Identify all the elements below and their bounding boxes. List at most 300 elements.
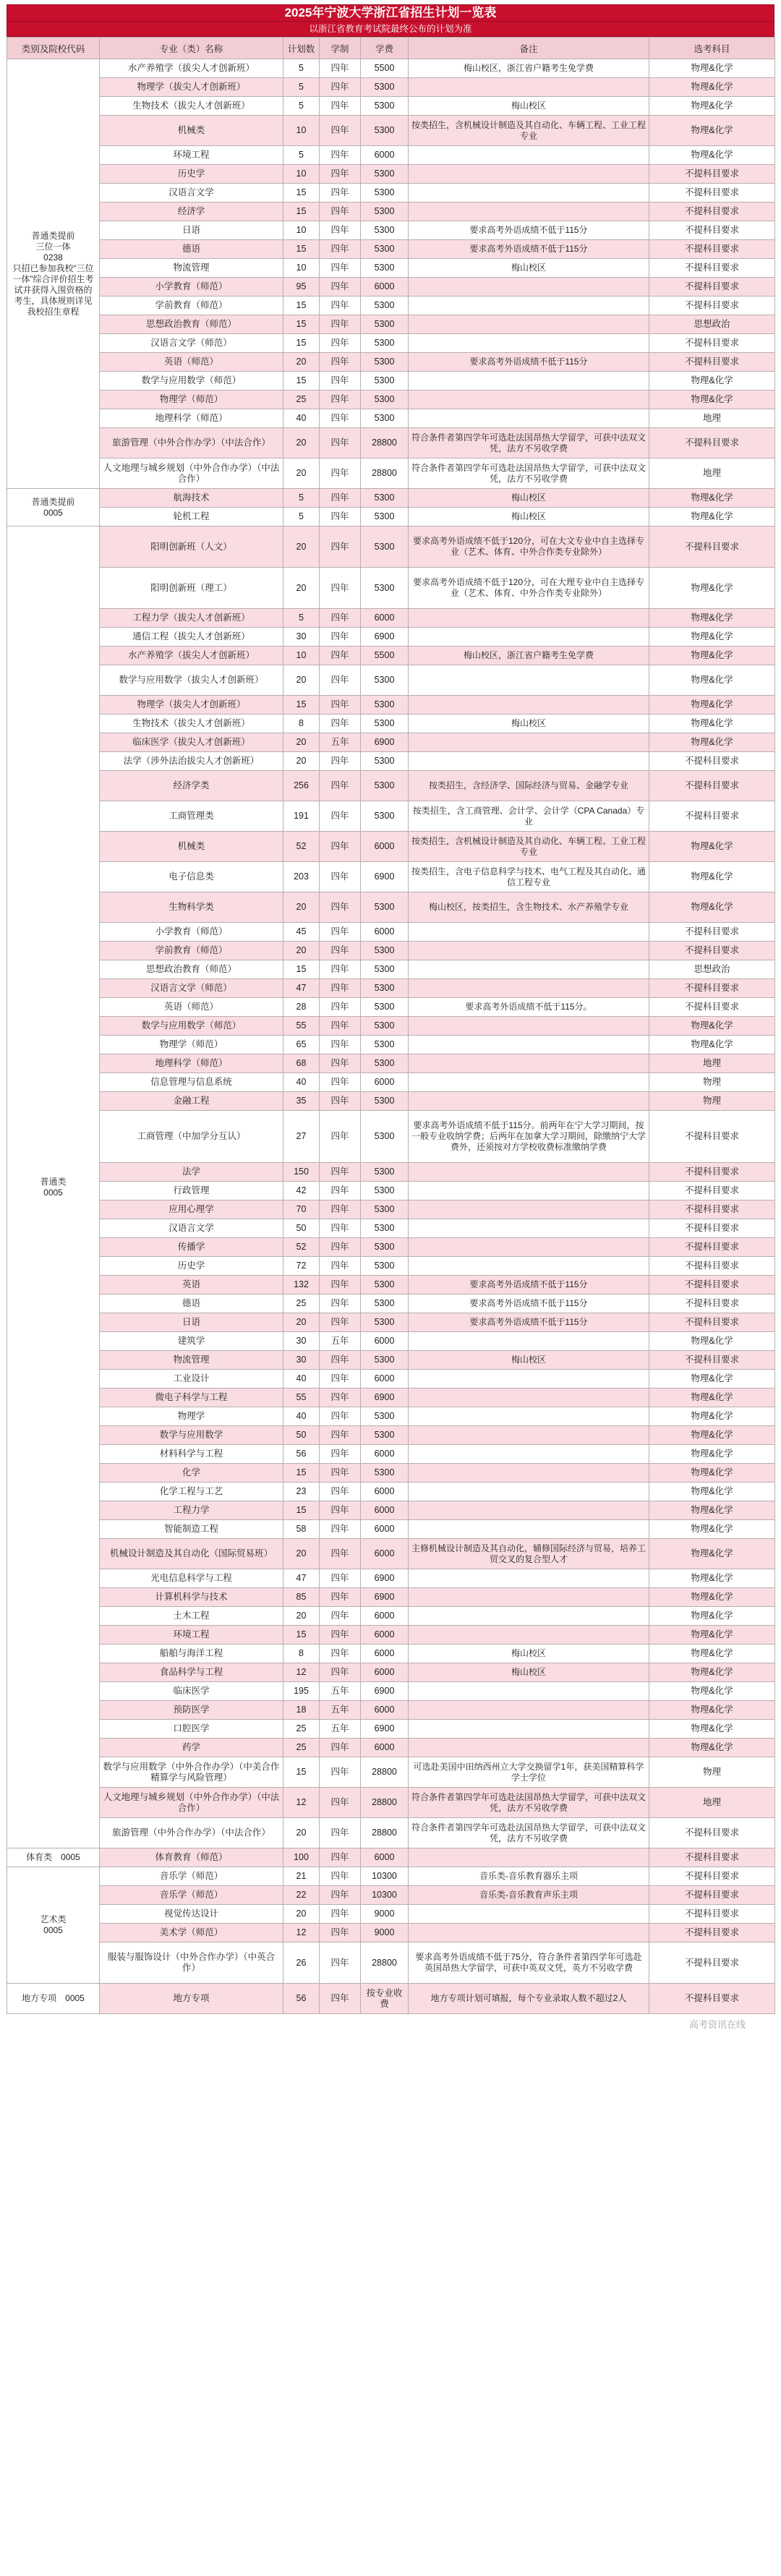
duration-cell: 四年 — [320, 1445, 361, 1464]
tuition-cell: 5300 — [361, 942, 409, 960]
duration-cell: 四年 — [320, 202, 361, 221]
tuition-cell: 6000 — [361, 278, 409, 297]
duration-cell: 四年 — [320, 1867, 361, 1886]
subjects-cell: 不提科目要求 — [649, 752, 775, 771]
major-cell: 传播学 — [100, 1238, 283, 1257]
subjects-cell: 物理&化学 — [649, 1588, 775, 1607]
duration-cell: 四年 — [320, 1626, 361, 1645]
major-cell: 日语 — [100, 221, 283, 240]
major-cell: 法学（涉外法治拔尖人才创新班） — [100, 752, 283, 771]
category-line: 0005 — [43, 1187, 63, 1198]
table-row — [7, 116, 775, 146]
quota-cell: 65 — [283, 1036, 320, 1054]
notes-cell — [409, 278, 649, 297]
quota-cell: 52 — [283, 832, 320, 862]
tuition-cell: 5300 — [361, 1257, 409, 1276]
quota-cell: 95 — [283, 278, 320, 297]
tuition-cell: 28800 — [361, 459, 409, 489]
notes-cell: 按类招生，含电子信息科学与技术、电气工程及其自动化、通信工程专业 — [409, 862, 649, 892]
quota-cell: 20 — [283, 942, 320, 960]
tuition-cell: 5300 — [361, 1426, 409, 1445]
major-cell: 汉语言文学 — [100, 1219, 283, 1238]
tuition-cell: 10300 — [361, 1867, 409, 1886]
quota-cell: 20 — [283, 665, 320, 696]
quota-cell: 8 — [283, 1645, 320, 1663]
tuition-cell: 5300 — [361, 568, 409, 609]
notes-cell — [409, 409, 649, 428]
duration-cell: 四年 — [320, 1036, 361, 1054]
notes-cell — [409, 665, 649, 696]
notes-cell: 梅山校区 — [409, 715, 649, 733]
tuition-cell: 6900 — [361, 1682, 409, 1701]
major-cell: 法学 — [100, 1163, 283, 1182]
notes-cell: 按类招生，含机械设计制造及其自动化、车辆工程、工业工程专业 — [409, 832, 649, 862]
notes-cell: 主修机械设计制造及其自动化，辅修国际经济与贸易，培养工贸交叉的复合型人才 — [409, 1539, 649, 1569]
major-cell: 小学教育（师范） — [100, 923, 283, 942]
table-row — [7, 315, 775, 334]
tuition-cell: 6900 — [361, 1720, 409, 1739]
major-cell: 经济学 — [100, 202, 283, 221]
notes-cell — [409, 923, 649, 942]
subjects-cell: 不提科目要求 — [649, 942, 775, 960]
tuition-cell: 5300 — [361, 1036, 409, 1054]
major-cell: 化学工程与工艺 — [100, 1483, 283, 1501]
tuition-cell: 6000 — [361, 1848, 409, 1867]
category-line: 0238 — [43, 252, 63, 263]
subjects-cell: 不提科目要求 — [649, 1200, 775, 1219]
notes-cell: 梅山校区，浙江省户籍考生免学费 — [409, 59, 649, 78]
quota-cell: 15 — [283, 297, 320, 315]
duration-cell: 四年 — [320, 184, 361, 202]
notes-cell: 符合条件者第四学年可选赴法国昂热大学留学，可获中法双文凭，法方不另收学费 — [409, 1818, 649, 1848]
table-row — [7, 146, 775, 165]
notes-cell — [409, 733, 649, 752]
tuition-cell: 5300 — [361, 696, 409, 715]
major-cell: 数学与应用数学 — [100, 1426, 283, 1445]
duration-cell: 四年 — [320, 609, 361, 628]
duration-cell: 四年 — [320, 862, 361, 892]
subjects-cell: 物理&化学 — [649, 665, 775, 696]
quota-cell: 68 — [283, 1054, 320, 1073]
notes-cell — [409, 1445, 649, 1464]
quota-cell: 8 — [283, 715, 320, 733]
quota-cell: 191 — [283, 801, 320, 832]
table-row — [7, 297, 775, 315]
major-cell: 食品科学与工程 — [100, 1663, 283, 1682]
quota-cell: 26 — [283, 1942, 320, 1984]
subjects-cell: 不提科目要求 — [649, 297, 775, 315]
subjects-cell: 不提科目要求 — [649, 353, 775, 372]
notes-cell: 地方专项计划可填报，每个专业录取人数不超过2人 — [409, 1984, 649, 2014]
duration-cell: 四年 — [320, 1886, 361, 1905]
col-header-category: 类别及院校代码 — [7, 38, 100, 59]
tuition-cell: 5300 — [361, 715, 409, 733]
tuition-cell: 6900 — [361, 862, 409, 892]
table-row — [7, 240, 775, 259]
major-cell: 汉语言文学（师范） — [100, 979, 283, 998]
major-cell: 日语 — [100, 1313, 283, 1332]
duration-cell: 四年 — [320, 1520, 361, 1539]
quota-cell: 47 — [283, 979, 320, 998]
table-row — [7, 1295, 775, 1313]
table-row — [7, 1092, 775, 1111]
duration-cell: 四年 — [320, 1370, 361, 1389]
notes-cell — [409, 609, 649, 628]
major-cell: 地方专项 — [100, 1984, 283, 2014]
category-line: 体育类 0005 — [26, 1852, 80, 1862]
subjects-cell: 不提科目要求 — [649, 240, 775, 259]
table-row — [7, 409, 775, 428]
notes-cell — [409, 1257, 649, 1276]
quota-cell: 203 — [283, 862, 320, 892]
quota-cell: 56 — [283, 1445, 320, 1464]
tuition-cell: 5300 — [361, 771, 409, 801]
table-row — [7, 508, 775, 526]
col-header-tuition: 学费 — [361, 38, 409, 59]
table-row — [7, 1257, 775, 1276]
quota-cell: 12 — [283, 1663, 320, 1682]
subjects-cell: 不提科目要求 — [649, 1351, 775, 1370]
tuition-cell: 6000 — [361, 146, 409, 165]
subjects-cell: 地理 — [649, 1788, 775, 1818]
major-cell: 历史学 — [100, 1257, 283, 1276]
notes-cell: 要求高考外语成绩不低于115分 — [409, 353, 649, 372]
quota-cell: 15 — [283, 696, 320, 715]
quota-cell: 195 — [283, 1682, 320, 1701]
notes-cell: 要求高考外语成绩不低于115分 — [409, 1313, 649, 1332]
major-cell: 环境工程 — [100, 146, 283, 165]
table-row — [7, 1626, 775, 1645]
subjects-cell: 不提科目要求 — [649, 1818, 775, 1848]
table-row — [7, 1483, 775, 1501]
tuition-cell: 5300 — [361, 97, 409, 116]
enrollment-table — [7, 37, 775, 2014]
notes-cell — [409, 1483, 649, 1501]
major-cell: 航海技术 — [100, 489, 283, 508]
table-row — [7, 862, 775, 892]
major-cell: 通信工程（拔尖人才创新班） — [100, 628, 283, 647]
subjects-cell: 物理&化学 — [649, 116, 775, 146]
quota-cell: 5 — [283, 609, 320, 628]
major-cell: 体育教育（师范） — [100, 1848, 283, 1867]
tuition-cell: 5300 — [361, 801, 409, 832]
quota-cell: 20 — [283, 1905, 320, 1924]
table-row — [7, 202, 775, 221]
major-cell: 物理学（师范） — [100, 391, 283, 409]
duration-cell: 四年 — [320, 1588, 361, 1607]
major-cell: 建筑学 — [100, 1332, 283, 1351]
duration-cell: 四年 — [320, 647, 361, 665]
table-row — [7, 353, 775, 372]
duration-cell: 四年 — [320, 78, 361, 97]
notes-cell: 符合条件者第四学年可选赴法国昂热大学留学，可获中法双文凭，法方不另收学费 — [409, 428, 649, 459]
tuition-cell: 6900 — [361, 1588, 409, 1607]
subjects-cell: 物理&化学 — [649, 59, 775, 78]
subjects-cell: 物理&化学 — [649, 1445, 775, 1464]
subjects-cell: 物理&化学 — [649, 1426, 775, 1445]
subjects-cell: 物理 — [649, 1073, 775, 1092]
subjects-cell: 物理 — [649, 1757, 775, 1788]
duration-cell: 四年 — [320, 1200, 361, 1219]
subjects-cell: 不提科目要求 — [649, 165, 775, 184]
major-cell: 临床医学（拔尖人才创新班） — [100, 733, 283, 752]
subjects-cell: 物理&化学 — [649, 1663, 775, 1682]
tuition-cell: 5300 — [361, 353, 409, 372]
tuition-cell: 5300 — [361, 184, 409, 202]
duration-cell: 四年 — [320, 59, 361, 78]
major-cell: 智能制造工程 — [100, 1520, 283, 1539]
tuition-cell: 28800 — [361, 1757, 409, 1788]
subjects-cell: 物理&化学 — [649, 733, 775, 752]
major-cell: 数学与应用数学（中外合作办学）（中美合作精算学与风险管理） — [100, 1757, 283, 1788]
quota-cell: 10 — [283, 259, 320, 278]
quota-cell: 10 — [283, 647, 320, 665]
notes-cell: 梅山校区 — [409, 97, 649, 116]
notes-cell: 音乐类-音乐教育器乐主项 — [409, 1867, 649, 1886]
tuition-cell: 6000 — [361, 1539, 409, 1569]
duration-cell: 四年 — [320, 1295, 361, 1313]
tuition-cell: 28800 — [361, 1818, 409, 1848]
quota-cell: 10 — [283, 221, 320, 240]
notes-cell: 梅山校区 — [409, 259, 649, 278]
major-cell: 土木工程 — [100, 1607, 283, 1626]
category-line: 0005 — [43, 1925, 63, 1935]
duration-cell: 四年 — [320, 1054, 361, 1073]
duration-cell: 四年 — [320, 1073, 361, 1092]
tuition-cell: 6000 — [361, 1626, 409, 1645]
tuition-cell: 5300 — [361, 892, 409, 923]
major-cell: 水产养殖学（拔尖人才创新班） — [100, 59, 283, 78]
duration-cell: 四年 — [320, 628, 361, 647]
table-row — [7, 1645, 775, 1663]
notes-cell: 梅山校区 — [409, 508, 649, 526]
major-cell: 信息管理与信息系统 — [100, 1073, 283, 1092]
subjects-cell: 不提科目要求 — [649, 1111, 775, 1163]
quota-cell: 56 — [283, 1984, 320, 2014]
major-cell: 服装与服饰设计（中外合作办学）（中英合作） — [100, 1942, 283, 1984]
table-row — [7, 942, 775, 960]
table-row — [7, 1445, 775, 1464]
quota-cell: 5 — [283, 489, 320, 508]
major-cell: 学前教育（师范） — [100, 942, 283, 960]
quota-cell: 18 — [283, 1701, 320, 1720]
notes-cell — [409, 78, 649, 97]
table-row — [7, 1848, 775, 1867]
major-cell: 视觉传达设计 — [100, 1905, 283, 1924]
table-row — [7, 609, 775, 628]
duration-cell: 四年 — [320, 240, 361, 259]
major-cell: 德语 — [100, 1295, 283, 1313]
table-row — [7, 628, 775, 647]
major-cell: 物流管理 — [100, 1351, 283, 1370]
duration-cell: 四年 — [320, 752, 361, 771]
tuition-cell: 5500 — [361, 59, 409, 78]
tuition-cell: 5300 — [361, 1295, 409, 1313]
notes-cell: 符合条件者第四学年可选赴法国昂热大学留学，可获中法双文凭，法方不另收学费 — [409, 459, 649, 489]
notes-cell: 梅山校区 — [409, 1663, 649, 1682]
tuition-cell: 5300 — [361, 508, 409, 526]
major-cell: 电子信息类 — [100, 862, 283, 892]
table-row — [7, 1720, 775, 1739]
subjects-cell: 物理&化学 — [649, 647, 775, 665]
subjects-cell: 不提科目要求 — [649, 278, 775, 297]
notes-cell — [409, 752, 649, 771]
table-row — [7, 459, 775, 489]
tuition-cell: 5300 — [361, 1092, 409, 1111]
tuition-cell: 9000 — [361, 1905, 409, 1924]
quota-cell: 20 — [283, 892, 320, 923]
subjects-cell: 物理&化学 — [649, 1682, 775, 1701]
major-cell: 工商管理类 — [100, 801, 283, 832]
duration-cell: 四年 — [320, 1663, 361, 1682]
notes-cell — [409, 1905, 649, 1924]
tuition-cell: 5300 — [361, 1200, 409, 1219]
tuition-cell: 5300 — [361, 1351, 409, 1370]
tuition-cell: 6000 — [361, 1663, 409, 1682]
duration-cell: 四年 — [320, 428, 361, 459]
tuition-cell: 5300 — [361, 259, 409, 278]
table-row — [7, 278, 775, 297]
duration-cell: 四年 — [320, 1351, 361, 1370]
duration-cell: 四年 — [320, 278, 361, 297]
notes-cell — [409, 1036, 649, 1054]
notes-cell — [409, 942, 649, 960]
notes-cell — [409, 1370, 649, 1389]
subjects-cell: 不提科目要求 — [649, 334, 775, 353]
col-header-notes: 备注 — [409, 38, 649, 59]
subjects-cell: 物理&化学 — [649, 1464, 775, 1483]
quota-cell: 15 — [283, 1501, 320, 1520]
quota-cell: 58 — [283, 1520, 320, 1539]
notes-cell — [409, 1739, 649, 1757]
table-row — [7, 1407, 775, 1426]
tuition-cell: 5300 — [361, 1182, 409, 1200]
notes-cell: 梅山校区 — [409, 489, 649, 508]
quota-cell: 100 — [283, 1848, 320, 1867]
duration-cell: 四年 — [320, 998, 361, 1017]
notes-cell: 符合条件者第四学年可选赴法国昂热大学留学，可获中法双文凭，法方不另收学费 — [409, 1788, 649, 1818]
notes-cell — [409, 1092, 649, 1111]
duration-cell: 五年 — [320, 733, 361, 752]
table-row — [7, 1464, 775, 1483]
subjects-cell: 不提科目要求 — [649, 526, 775, 568]
col-header-quota: 计划数 — [283, 38, 320, 59]
quota-cell: 50 — [283, 1426, 320, 1445]
quota-cell: 5 — [283, 508, 320, 526]
table-row — [7, 1682, 775, 1701]
subjects-cell: 物理&化学 — [649, 696, 775, 715]
duration-cell: 四年 — [320, 1464, 361, 1483]
quota-cell: 25 — [283, 1739, 320, 1757]
major-cell: 音乐学（师范） — [100, 1886, 283, 1905]
major-cell: 应用心理学 — [100, 1200, 283, 1219]
table-row — [7, 78, 775, 97]
quota-cell: 15 — [283, 334, 320, 353]
major-cell: 光电信息科学与工程 — [100, 1569, 283, 1588]
subjects-cell: 地理 — [649, 459, 775, 489]
major-cell: 物理学（拔尖人才创新班） — [100, 78, 283, 97]
subjects-cell: 地理 — [649, 409, 775, 428]
tuition-cell: 5300 — [361, 960, 409, 979]
table-row — [7, 1351, 775, 1370]
tuition-cell: 5300 — [361, 202, 409, 221]
subjects-cell: 物理&化学 — [649, 1389, 775, 1407]
subjects-cell: 物理&化学 — [649, 1501, 775, 1520]
duration-cell: 四年 — [320, 568, 361, 609]
quota-cell: 20 — [283, 428, 320, 459]
duration-cell: 四年 — [320, 315, 361, 334]
notes-cell — [409, 146, 649, 165]
duration-cell: 四年 — [320, 942, 361, 960]
table-row — [7, 892, 775, 923]
table-row — [7, 372, 775, 391]
major-cell: 物理学（师范） — [100, 1036, 283, 1054]
duration-cell: 四年 — [320, 508, 361, 526]
notes-cell — [409, 1588, 649, 1607]
table-row — [7, 715, 775, 733]
subjects-cell: 不提科目要求 — [649, 979, 775, 998]
category-line: 只招已参加我校“三位一体”综合评价招生考试并获得入围资格的考生，具体规则详见我校招生章程 — [12, 263, 94, 317]
duration-cell: 四年 — [320, 923, 361, 942]
table-header-row — [7, 38, 775, 59]
major-cell: 生物技术（拔尖人才创新班） — [100, 715, 283, 733]
major-cell: 汉语言文学（师范） — [100, 334, 283, 353]
quota-cell: 25 — [283, 1295, 320, 1313]
subjects-cell: 思想政治 — [649, 315, 775, 334]
major-cell: 水产养殖学（拔尖人才创新班） — [100, 647, 283, 665]
quota-cell: 20 — [283, 1818, 320, 1848]
quota-cell: 40 — [283, 1407, 320, 1426]
duration-cell: 四年 — [320, 353, 361, 372]
major-cell: 数学与应用数学（师范） — [100, 372, 283, 391]
category-line: 地方专项 0005 — [22, 1993, 85, 2003]
major-cell: 行政管理 — [100, 1182, 283, 1200]
major-cell: 生物技术（拔尖人才创新班） — [100, 97, 283, 116]
table-row — [7, 801, 775, 832]
category-line: 艺术类 — [40, 1914, 67, 1924]
major-cell: 预防医学 — [100, 1701, 283, 1720]
major-cell: 机械类 — [100, 116, 283, 146]
table-row — [7, 221, 775, 240]
notes-cell: 要求高考外语成绩不低于115分。前两年在宁大学习期间，按一般专业收纳学费；后两年在加拿大学习期间，除缴纳宁大学费外，还须按对方学校收费标准缴纳学费 — [409, 1111, 649, 1163]
quota-cell: 15 — [283, 184, 320, 202]
major-cell: 英语（师范） — [100, 353, 283, 372]
quota-cell: 40 — [283, 409, 320, 428]
major-cell: 思想政治教育（师范） — [100, 960, 283, 979]
table-row — [7, 97, 775, 116]
tuition-cell: 5300 — [361, 1238, 409, 1257]
tuition-cell: 6900 — [361, 628, 409, 647]
table-row — [7, 1663, 775, 1682]
notes-cell — [409, 628, 649, 647]
subjects-cell: 不提科目要求 — [649, 801, 775, 832]
major-cell: 机械类 — [100, 832, 283, 862]
notes-cell: 要求高考外语成绩不低于120分，可在大理专业中自主选择专业（艺术、体育、中外合作类专业除外） — [409, 568, 649, 609]
notes-cell — [409, 960, 649, 979]
tuition-cell: 10300 — [361, 1886, 409, 1905]
subjects-cell: 不提科目要求 — [649, 259, 775, 278]
notes-cell — [409, 1389, 649, 1407]
quota-cell: 10 — [283, 165, 320, 184]
table-row — [7, 733, 775, 752]
duration-cell: 四年 — [320, 297, 361, 315]
subjects-cell: 不提科目要求 — [649, 1867, 775, 1886]
subjects-cell: 物理&化学 — [649, 1539, 775, 1569]
notes-cell: 要求高考外语成绩不低于115分 — [409, 1295, 649, 1313]
subjects-cell: 物理&化学 — [649, 1520, 775, 1539]
table-row — [7, 1163, 775, 1182]
quota-cell: 20 — [283, 1607, 320, 1626]
